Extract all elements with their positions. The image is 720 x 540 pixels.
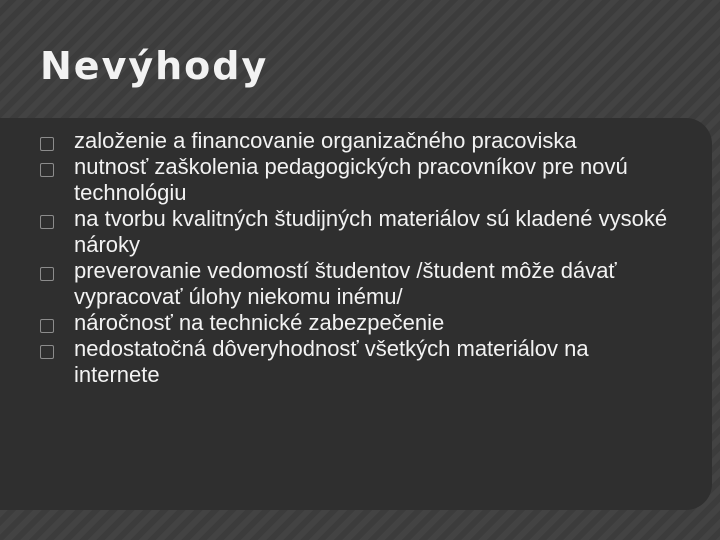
bullet-item <box>40 128 680 154</box>
bullet-item <box>40 206 680 258</box>
square-bullet-icon <box>40 319 54 333</box>
bullet-text: nutnosť zaškolenia pedagogických pracovníkov pre novú technológiu <box>74 154 628 205</box>
square-bullet-icon <box>40 163 54 177</box>
square-bullet-icon <box>40 267 54 281</box>
bullet-text: na tvorbu kvalitných študijných materiálov sú kladené vysoké nároky <box>74 206 668 257</box>
bullet-item <box>40 154 680 206</box>
bullet-item <box>40 310 680 336</box>
square-bullet-icon <box>40 345 54 359</box>
bullet-text: založenie a financovanie organizačného pracoviska <box>74 128 577 153</box>
bullet-item <box>40 258 680 310</box>
square-bullet-icon <box>40 137 54 151</box>
slide-title: Nevýhody <box>40 44 269 88</box>
bullet-text: náročnosť na technické zabezpečenie <box>74 310 445 335</box>
square-bullet-icon <box>40 215 54 229</box>
bullet-list <box>40 128 680 388</box>
bullet-text: preverovanie vedomostí študentov /študent môže dávať vypracovať úlohy niekomu inému/ <box>74 258 617 309</box>
bullet-text: nedostatočná dôveryhodnosť všetkých materiálov na internete <box>74 336 589 387</box>
bullet-item <box>40 336 680 388</box>
